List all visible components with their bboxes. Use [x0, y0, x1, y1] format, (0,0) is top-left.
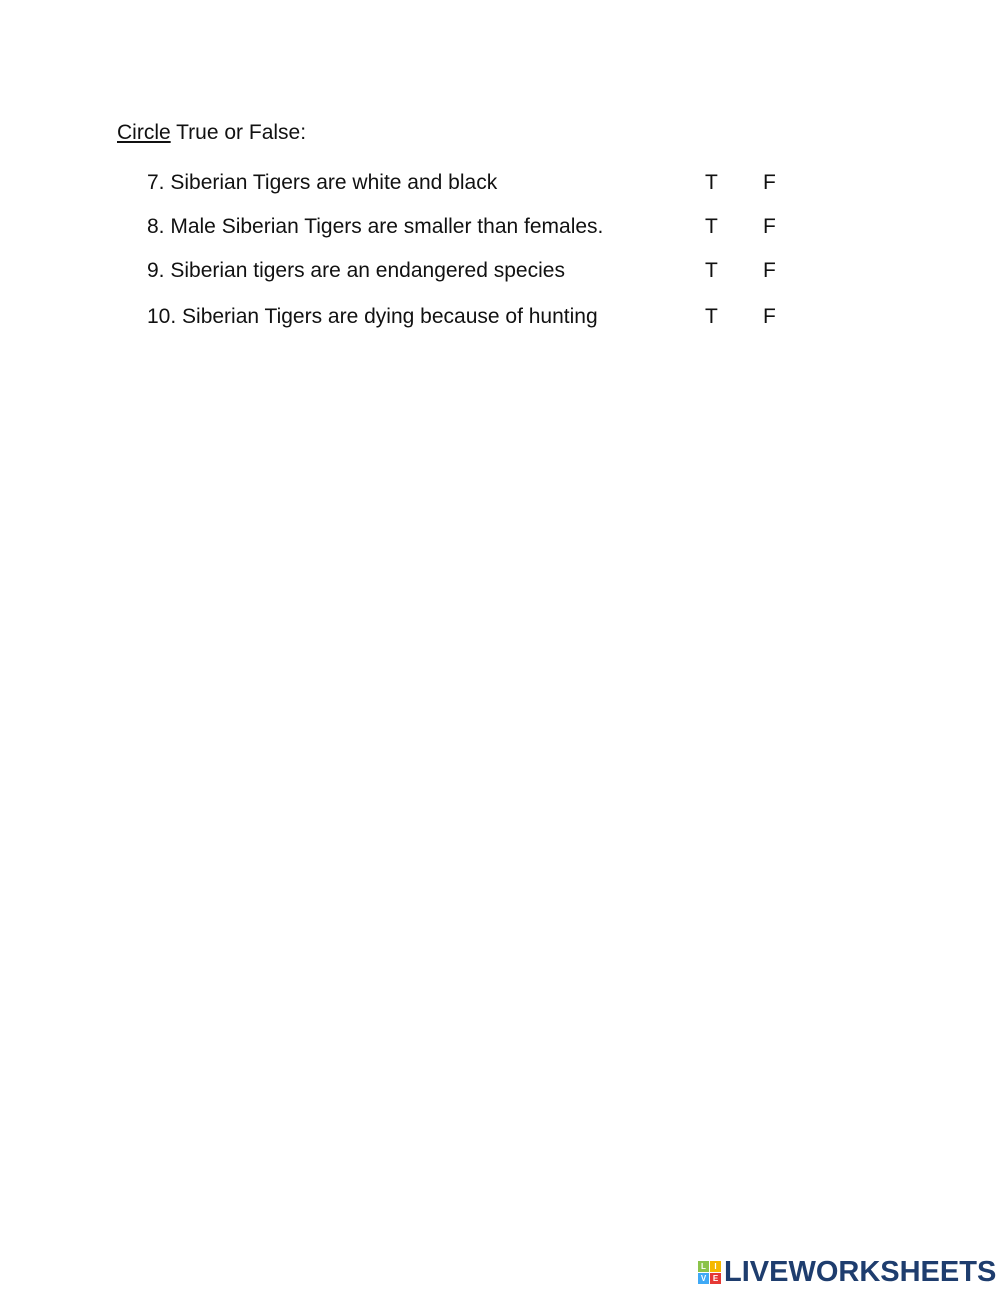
logo-block: I: [710, 1261, 721, 1272]
q10-true-option[interactable]: T: [705, 305, 718, 328]
logo-block: L: [698, 1261, 709, 1272]
question-8: 8. Male Siberian Tigers are smaller than females.: [147, 215, 604, 238]
logo-block: V: [698, 1273, 709, 1284]
question-7: 7. Siberian Tigers are white and black: [147, 171, 498, 194]
instruction: [117, 121, 306, 145]
question-10: 10. Siberian Tigers are dying because of hunting: [147, 305, 598, 328]
q7-false-option[interactable]: F: [763, 171, 776, 194]
logo-block: E: [710, 1273, 721, 1284]
q10-false-option[interactable]: F: [763, 305, 776, 328]
question-9: 9. Siberian tigers are an endangered species: [147, 259, 565, 282]
q8-true-option[interactable]: T: [705, 215, 718, 238]
instruction-text: True or False:: [170, 121, 307, 144]
q7-true-option[interactable]: T: [705, 171, 718, 194]
logo-blocks-icon: [698, 1261, 721, 1284]
q9-true-option[interactable]: T: [705, 259, 718, 282]
instruction-underlined: Circle: [117, 121, 171, 144]
liveworksheets-logo: [698, 1256, 996, 1289]
q9-false-option[interactable]: F: [763, 259, 776, 282]
q8-false-option[interactable]: F: [763, 215, 776, 238]
logo-wordmark: LIVEWORKSHEETS: [724, 1256, 997, 1288]
